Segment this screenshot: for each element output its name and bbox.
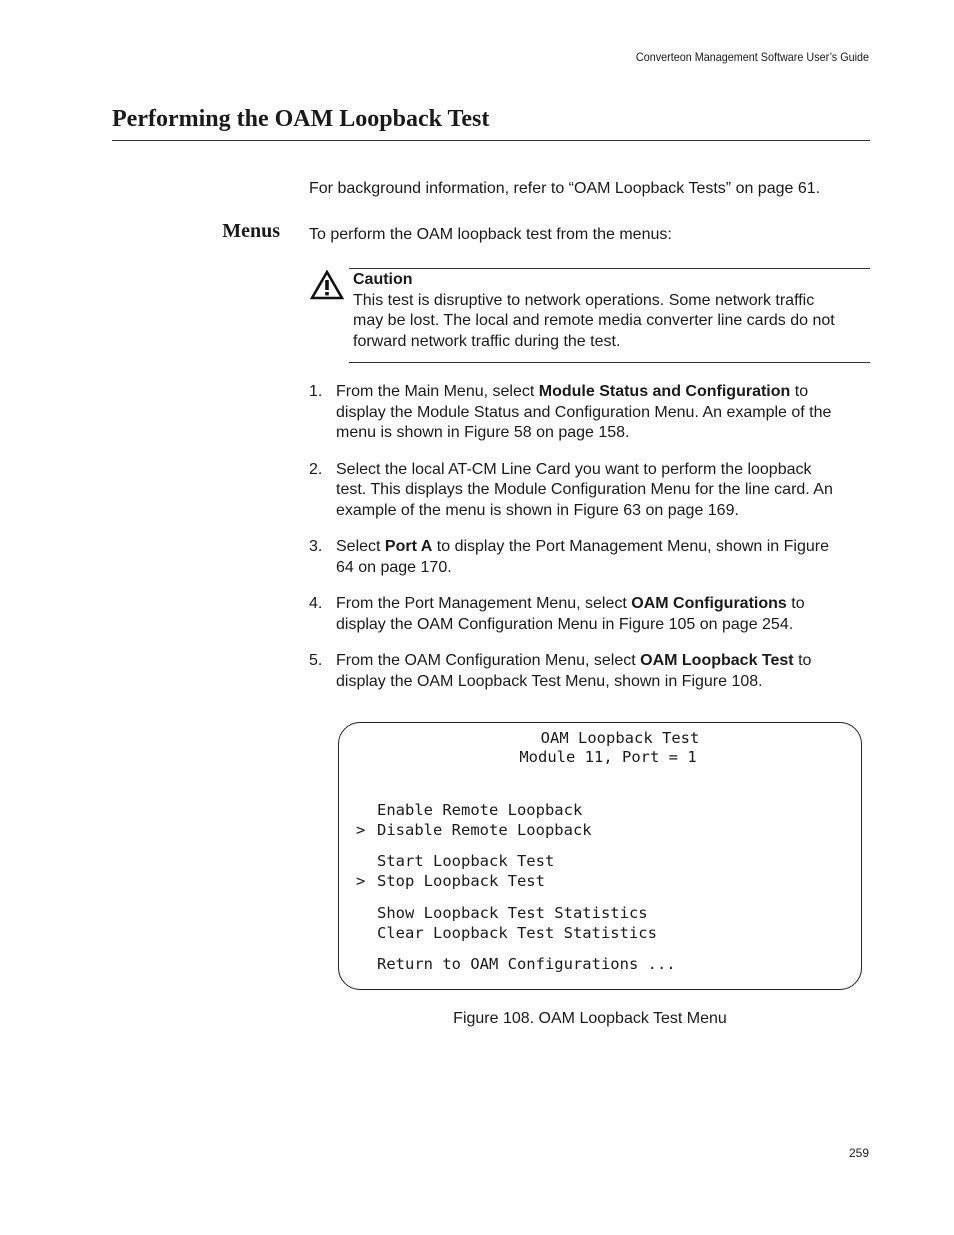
step-text: display the OAM Loopback Test Menu, shown in Figure 108. [336, 672, 763, 690]
step-1 [309, 382, 874, 444]
step-5 [309, 651, 874, 692]
figure-caption: Figure 108. OAM Loopback Test Menu [453, 1010, 727, 1027]
caution-bottom-rule [349, 362, 870, 363]
oam-loopback-test-screen [338, 722, 862, 990]
step-text: to [793, 652, 812, 669]
step-3 [309, 537, 874, 578]
step-text: test. This displays the Module Configuration Menu for the line card. An [336, 481, 833, 498]
step-text: 64 on page 170. [336, 558, 452, 576]
step-text: display the Module Status and Configuration Menu. An example of the [336, 403, 832, 421]
intro-paragraph: For background information, refer to “OAM Loopback Tests” on page 61. [309, 180, 821, 197]
step-2 [309, 460, 874, 522]
section-title: Performing the OAM Loopback Test [112, 106, 490, 132]
caution-line: This test is disruptive to network operations. Some network traffic [353, 291, 815, 309]
caution-top-rule [349, 268, 870, 269]
step-number: 2. [309, 460, 323, 478]
title-rule [112, 140, 870, 141]
menu-item-clear-loopback-test-statistics[interactable]: Clear Loopback Test Statistics [377, 924, 657, 942]
caution-title: Caution [353, 271, 413, 288]
step-number: 1. [309, 383, 323, 400]
step-number: 4. [309, 595, 323, 612]
step-text: Select [336, 538, 385, 555]
selection-marker: > [356, 821, 366, 839]
step-bold-term: Port A [384, 538, 433, 555]
step-text: From the OAM Configuration Menu, select [336, 652, 641, 669]
step-text: to [790, 383, 809, 400]
step-text: From the Port Management Menu, select [336, 595, 632, 612]
menus-intro-paragraph: To perform the OAM loopback test from the menus: [309, 226, 672, 243]
step-text: to [786, 595, 805, 612]
menu-item-enable-remote-loopback[interactable]: Enable Remote Loopback [377, 801, 583, 819]
menu-item-stop-loopback-test[interactable]: Stop Loopback Test [377, 872, 545, 890]
caution-line: forward network traffic during the test. [353, 332, 621, 350]
step-text: From the Main Menu, select [336, 383, 539, 400]
step-text: display the OAM Configuration Menu in Figure 105 on page 254. [336, 615, 794, 633]
menu-item-show-loopback-test-statistics[interactable]: Show Loopback Test Statistics [377, 904, 648, 922]
page-number: 259 [848, 1146, 869, 1160]
step-bold-term: Module Status and Configuration [538, 383, 791, 400]
selection-marker: > [356, 872, 366, 890]
menu-item-start-loopback-test[interactable]: Start Loopback Test [377, 852, 555, 870]
step-number: 5. [309, 652, 323, 669]
step-4 [309, 594, 874, 635]
menus-heading: Menus [222, 220, 280, 242]
screen-subtitle: Module 11, Port = 1 [519, 748, 697, 766]
step-text: to display the Port Management Menu, shown in Figure [432, 538, 829, 555]
screen-title: OAM Loopback Test [540, 729, 700, 747]
menu-item-return-to-oam-configurations[interactable]: Return to OAM Configurations ... [377, 955, 676, 973]
caution-callout [353, 270, 873, 352]
step-bold-term: OAM Loopback Test [640, 652, 794, 669]
step-text: menu is shown in Figure 58 on page 158. [336, 424, 630, 441]
step-text: example of the menu is shown in Figure 63 on page 169. [336, 501, 739, 519]
step-number: 3. [309, 538, 323, 555]
running-header: Converteon Management Software User’s Guide [635, 50, 869, 64]
step-bold-term: OAM Configurations [631, 595, 787, 612]
procedure-steps [309, 382, 874, 708]
menu-item-disable-remote-loopback[interactable]: Disable Remote Loopback [377, 821, 592, 839]
step-text: Select the local AT-CM Line Card you want to perform the loopback [336, 460, 812, 478]
caution-line: may be lost. The local and remote media converter line cards do not [353, 312, 835, 329]
warning-triangle-icon [310, 270, 344, 300]
